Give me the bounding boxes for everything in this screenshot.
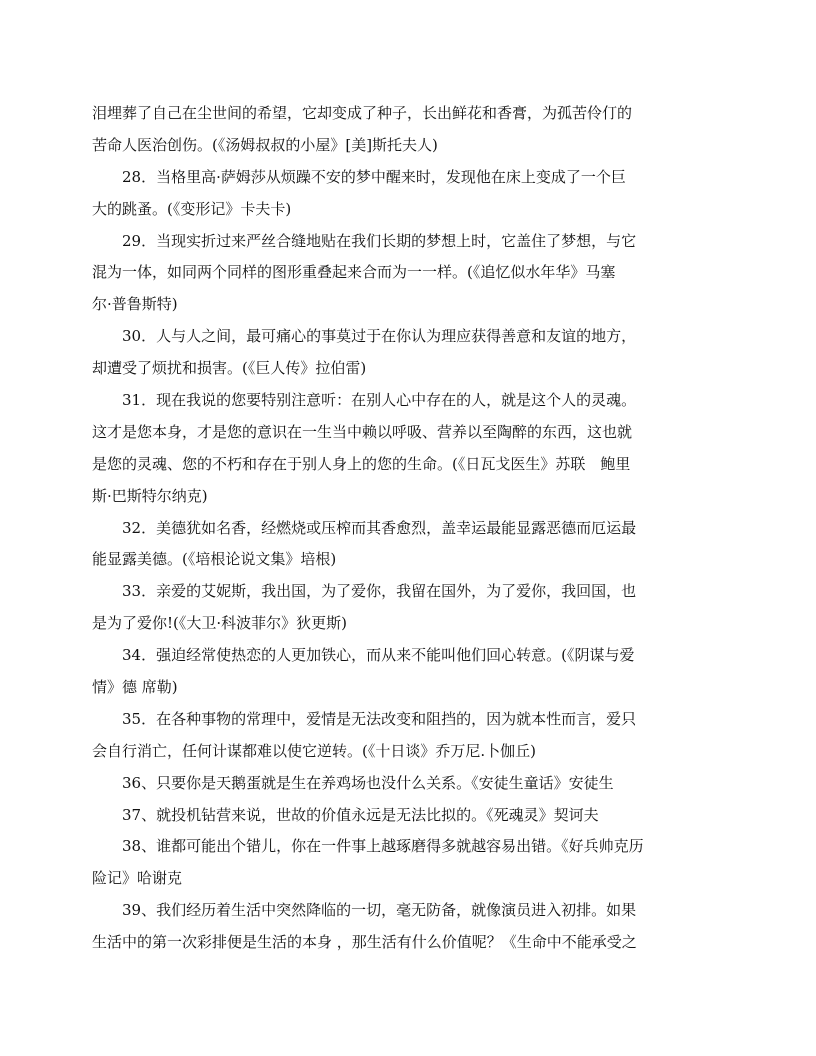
text-line: 斯·巴斯特尔纳克) xyxy=(92,486,208,505)
text-line: 大的跳蚤。(《变形记》卡夫卡) xyxy=(92,199,292,218)
text-line: 险记》哈谢克 xyxy=(92,869,183,888)
text-line: 35．在各种事物的常理中，爱情是无法改变和阻挡的，因为就本性而言，爱只 xyxy=(122,709,637,728)
text-line: 37、就投机钻营来说，世故的价值永远是无法比拟的。《死魂灵》契诃夫 xyxy=(122,805,599,824)
text-line: 31．现在我说的您要特别注意听：在别人心中存在的人，就是这个人的灵魂。 xyxy=(122,391,637,410)
text-line: 29．当现实折过来严丝合缝地贴在我们长期的梦想上时，它盖住了梦想，与它 xyxy=(122,231,637,250)
text-line: 能显露美德。(《培根论说文集》培根) xyxy=(92,550,337,569)
text-line: 尔·普鲁斯特) xyxy=(92,295,178,314)
text-line: 34．强迫经常使热恋的人更加铁心，而从来不能叫他们回心转意。(《阴谋与爱 xyxy=(122,646,635,665)
text-line: 30．人与人之间，最可痛心的事莫过于在你认为理应获得善意和友谊的地方， xyxy=(122,327,637,346)
text-line: 33．亲爱的艾妮斯，我出国，为了爱你，我留在国外，为了爱你，我回国，也 xyxy=(122,582,637,601)
text-line: 却遭受了烦扰和损害。(《巨人传》拉伯雷) xyxy=(92,359,367,378)
text-line: 混为一体，如同两个同样的图形重叠起来合而为一一样。(《追忆似水年华》马塞 xyxy=(92,263,616,282)
text-line: 38、谁都可能出个错儿，你在一件事上越琢磨得多就越容易出错。《好兵帅克历 xyxy=(122,837,644,856)
text-line: 苦命人医治创伤。(《汤姆叔叔的小屋》[美]斯托夫人) xyxy=(92,135,438,154)
text-line: 32．美德犹如名香，经燃烧或压榨而其香愈烈，盖幸运最能显露恶德而厄运最 xyxy=(122,518,637,537)
text-line: 生活中的第一次彩排便是生活的本身 ，那生活有什么价值呢？《生命中不能承受之 xyxy=(92,933,637,952)
document-body xyxy=(92,98,714,959)
text-line: 泪埋葬了自己在尘世间的希望，它却变成了种子，长出鲜花和香膏，为孤苦伶仃的 xyxy=(92,104,633,122)
text-line: 是为了爱你!(《大卫·科波菲尔》狄更斯) xyxy=(92,614,348,633)
text-line: 39、我们经历着生活中突然降临的一切，毫无防备，就像演员进入初排。如果 xyxy=(122,901,637,920)
text-line: 会自行消亡，任何计谋都难以使它逆转。(《十日谈》乔万尼.卜伽丘) xyxy=(92,741,536,760)
text-line: 情》德 席勒) xyxy=(92,678,178,697)
text-line: 这才是您本身，才是您的意识在一生当中赖以呼吸、营养以至陶醉的东西，这也就 xyxy=(92,422,633,441)
text-line: 28．当格里高·萨姆莎从烦躁不安的梦中醒来时，发现他在床上变成了一个巨 xyxy=(122,167,626,186)
text-line: 是您的灵魂、您的不朽和存在于别人身上的您的生命。(《日瓦戈医生》苏联 鲍里 xyxy=(92,454,631,473)
text-line: 36、只要你是天鹅蛋就是生在养鸡场也没什么关系。《安徒生童话》安徒生 xyxy=(122,773,614,792)
